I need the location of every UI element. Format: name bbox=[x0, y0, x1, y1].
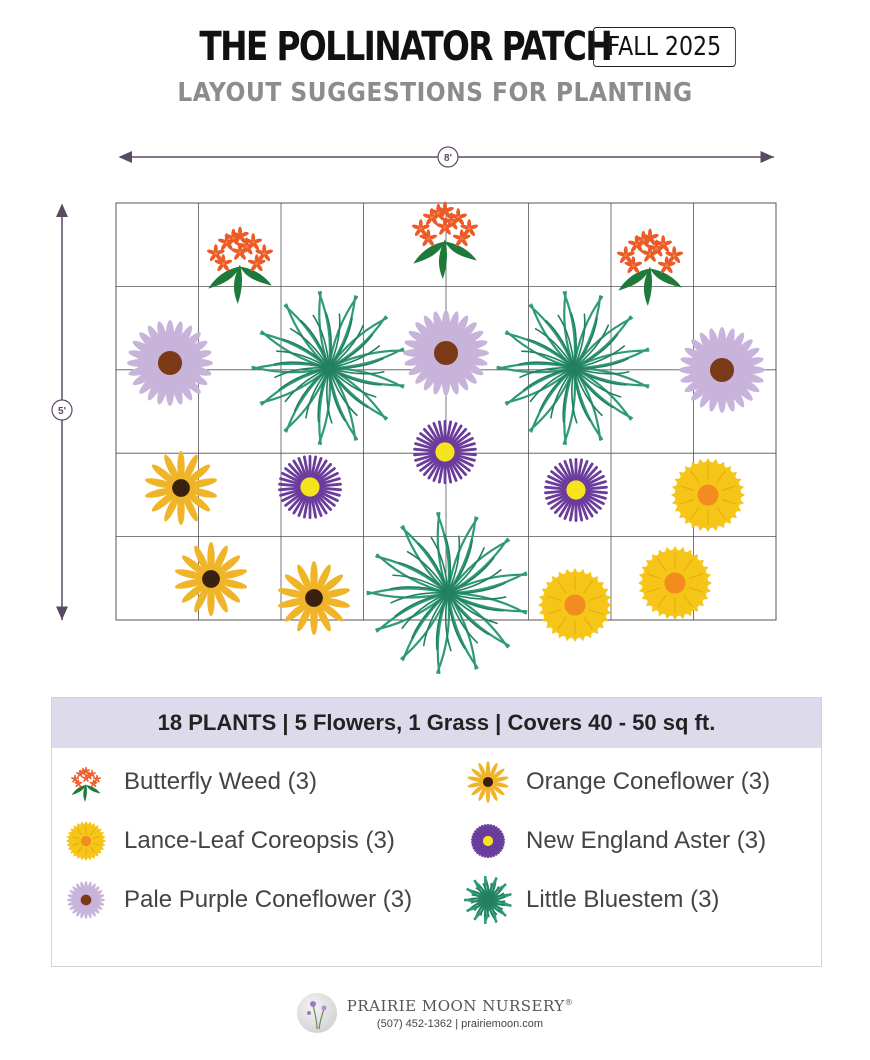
plant-butterfly-weed bbox=[411, 202, 478, 279]
legend-item-butterfly-weed bbox=[62, 758, 317, 806]
plant-lance-leaf-coreopsis bbox=[538, 568, 612, 642]
orange-coneflower-icon bbox=[464, 758, 512, 806]
legend-item-orange-coneflower bbox=[464, 758, 770, 806]
plant-pale-purple-coneflower bbox=[679, 327, 765, 413]
plant-new-england-aster bbox=[544, 458, 608, 522]
footer bbox=[0, 993, 870, 1033]
legend-label: Orange Coneflower (3) bbox=[526, 768, 771, 795]
trademark: ® bbox=[564, 997, 574, 1007]
legend-item-lance-leaf-coreopsis bbox=[62, 817, 395, 865]
plant-little-bluestem bbox=[497, 292, 649, 444]
legend-label: New England Aster (3) bbox=[526, 827, 767, 854]
plant-lance-leaf-coreopsis bbox=[671, 458, 745, 532]
butterfly-weed-icon bbox=[62, 758, 110, 806]
legend-item-new-england-aster bbox=[464, 817, 766, 865]
plant-new-england-aster bbox=[278, 455, 342, 519]
plant-orange-coneflower bbox=[174, 542, 248, 616]
new-england-aster-icon bbox=[464, 817, 512, 865]
plant-pale-purple-coneflower bbox=[403, 310, 489, 396]
plant-orange-coneflower bbox=[144, 451, 218, 525]
nursery-name bbox=[347, 997, 573, 1015]
legend-label: Butterfly Weed (3) bbox=[124, 768, 317, 795]
legend-label: Pale Purple Coneflower (3) bbox=[124, 886, 413, 913]
legend-panel bbox=[51, 697, 822, 967]
width-label: 8' bbox=[444, 153, 452, 164]
nursery-contact: (507) 452-1362 | prairiemoon.com bbox=[376, 1017, 544, 1030]
page-title: THE POLLINATOR PATCH bbox=[199, 24, 612, 70]
plant-lance-leaf-coreopsis bbox=[638, 546, 712, 620]
flower-logo-icon bbox=[297, 993, 337, 1033]
little-bluestem-icon bbox=[464, 876, 512, 924]
plant-orange-coneflower bbox=[277, 561, 351, 635]
nursery-name-text: PRAIRIE MOON NURSERY bbox=[346, 996, 565, 1015]
legend-item-little-bluestem bbox=[464, 876, 719, 924]
nursery-logo bbox=[297, 993, 337, 1033]
plant-little-bluestem bbox=[252, 292, 404, 444]
plant-summary: 18 PLANTS | 5 Flowers, 1 Grass | Covers 40 - 50 sq ft. bbox=[52, 698, 821, 748]
plant-butterfly-weed bbox=[206, 227, 273, 304]
plant-pale-purple-coneflower bbox=[127, 320, 213, 406]
plant-butterfly-weed bbox=[616, 229, 683, 306]
height-label: 5' bbox=[58, 406, 66, 417]
plant-new-england-aster bbox=[413, 420, 477, 484]
legend-item-pale-purple-coneflower bbox=[62, 876, 412, 924]
pale-purple-coneflower-icon bbox=[62, 876, 110, 924]
legend-label: Lance-Leaf Coreopsis (3) bbox=[124, 827, 395, 854]
lance-leaf-coreopsis-icon bbox=[62, 817, 110, 865]
legend-label: Little Bluestem (3) bbox=[526, 886, 720, 913]
season-badge: FALL 2025 bbox=[593, 27, 736, 67]
page-subtitle: LAYOUT SUGGESTIONS FOR PLANTING bbox=[177, 78, 693, 108]
